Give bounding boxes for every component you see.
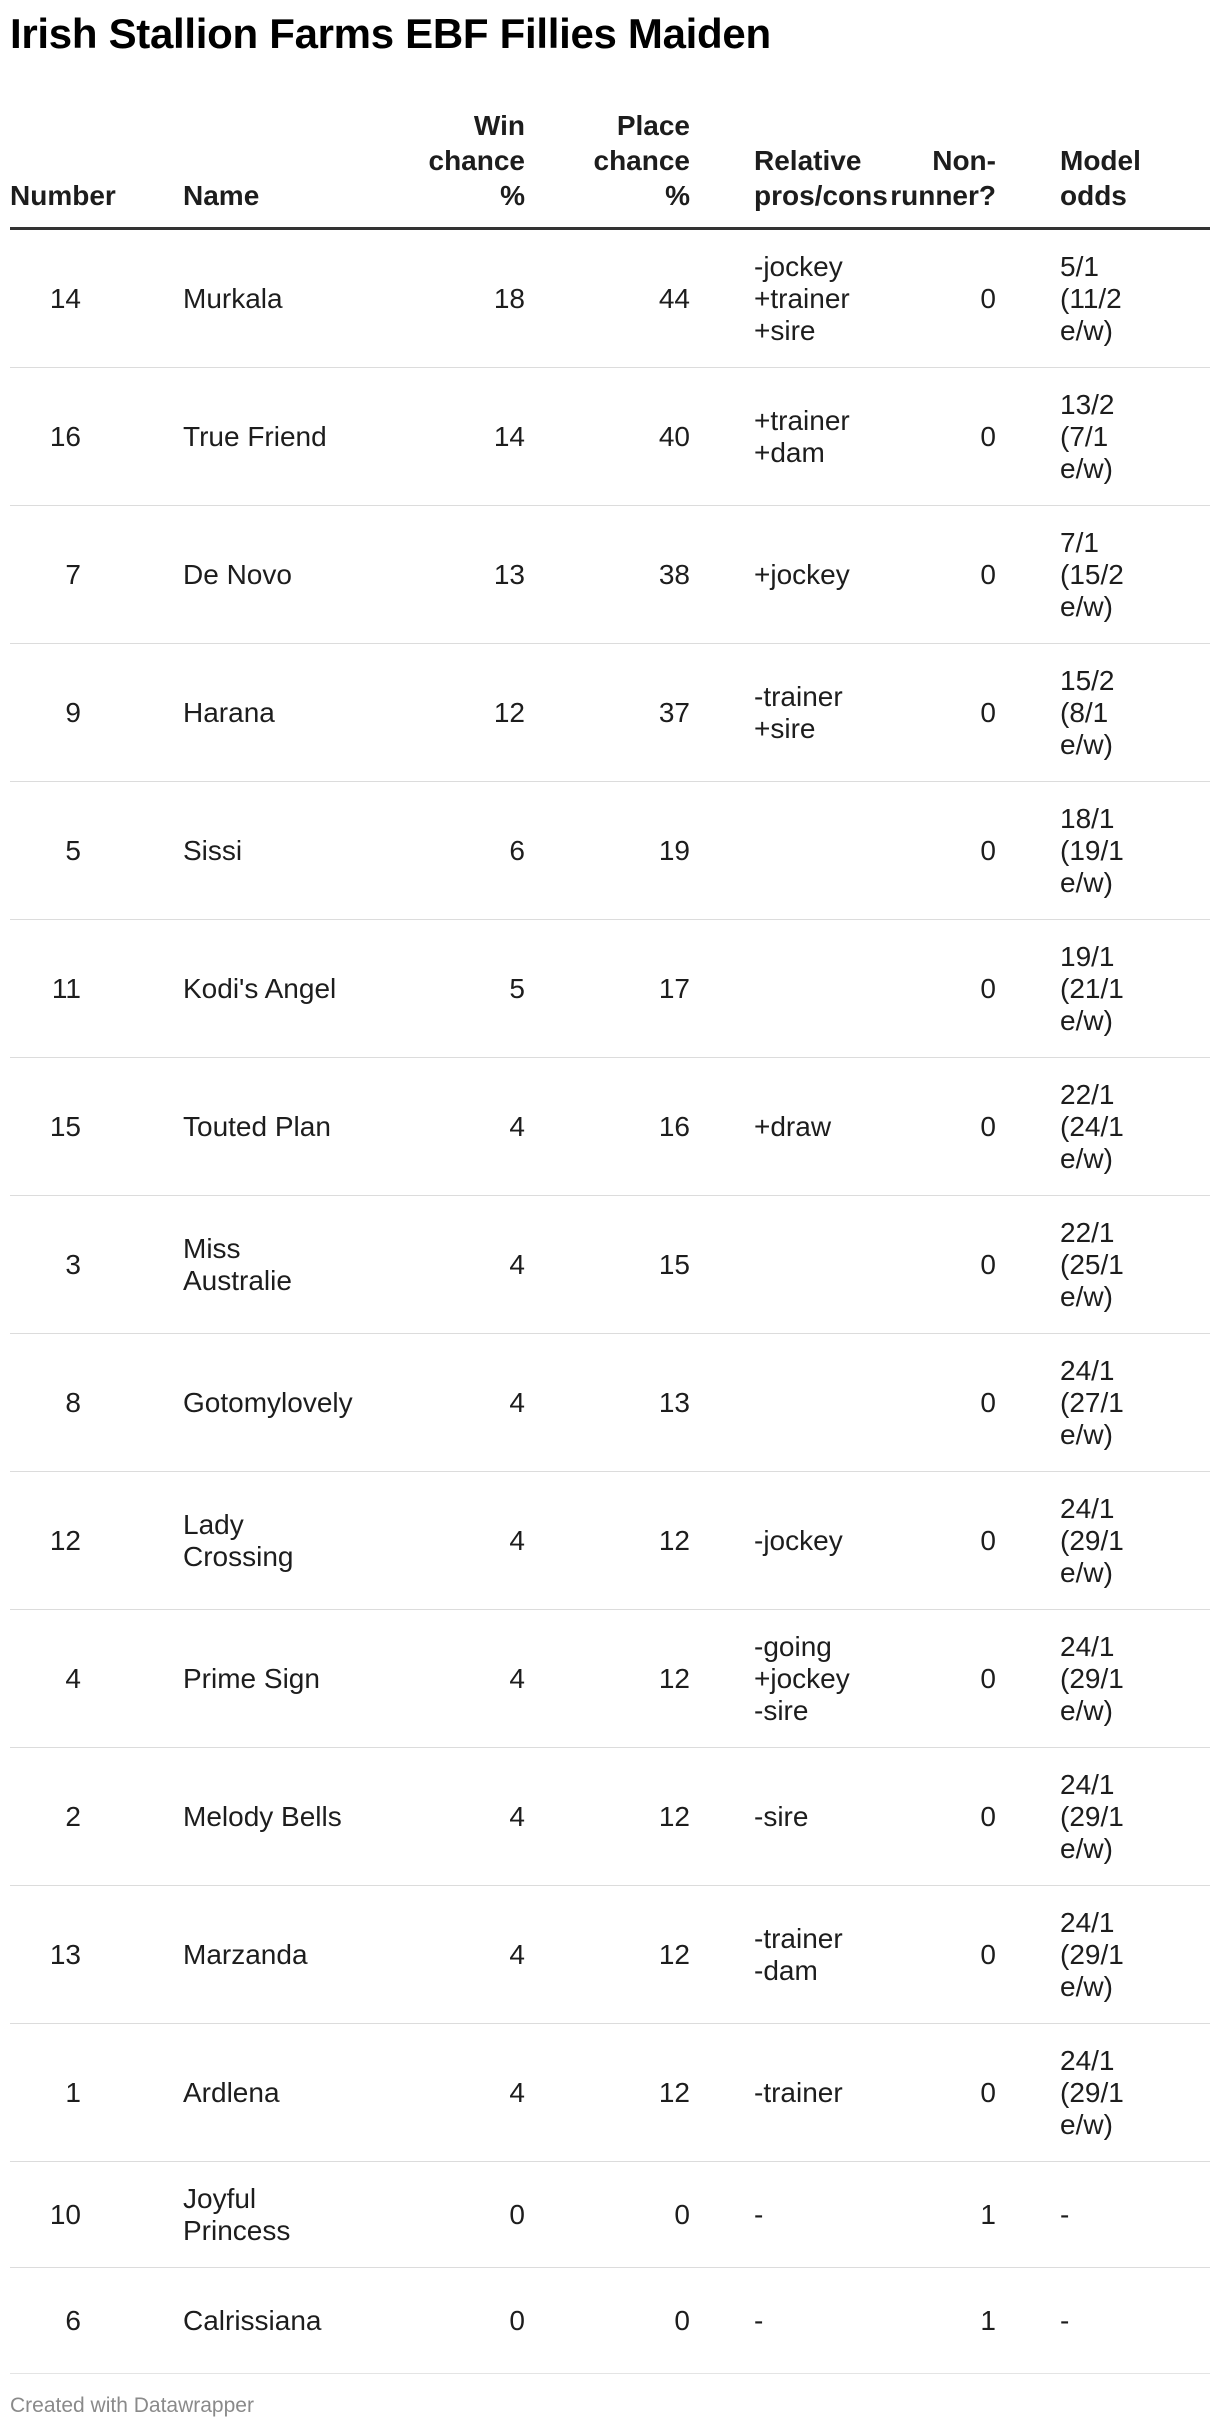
cell-model-odds: 7/1 (15/2 e/w) [996,506,1210,644]
cell-win-chance: 0 [382,2268,525,2374]
column-header-name[interactable]: Name [183,108,382,229]
race-table [10,108,1210,2374]
cell-number: 6 [10,2268,183,2374]
cell-place-chance: 17 [525,920,690,1058]
cell-non-runner: 0 [854,2024,996,2162]
cell-name: True Friend [183,368,382,506]
cell-place-chance: 44 [525,229,690,368]
cell-name: De Novo [183,506,382,644]
cell-non-runner: 1 [854,2268,996,2374]
cell-name: Miss Australie [183,1196,382,1334]
cell-win-chance: 4 [382,1196,525,1334]
cell-name: Murkala [183,229,382,368]
cell-place-chance: 12 [525,1610,690,1748]
column-header-number[interactable]: Number [10,108,183,229]
cell-relative: - [690,2268,854,2374]
table-row [10,644,1210,782]
cell-model-odds: 19/1 (21/1 e/w) [996,920,1210,1058]
cell-non-runner: 0 [854,1472,996,1610]
cell-number: 15 [10,1058,183,1196]
table-row [10,1748,1210,1886]
cell-place-chance: 37 [525,644,690,782]
cell-win-chance: 13 [382,506,525,644]
cell-model-odds: 13/2 (7/1 e/w) [996,368,1210,506]
cell-relative: +draw [690,1058,854,1196]
cell-number: 13 [10,1886,183,2024]
cell-relative: -trainer -dam [690,1886,854,2024]
table-row [10,1610,1210,1748]
cell-model-odds: 24/1 (27/1 e/w) [996,1334,1210,1472]
cell-win-chance: 4 [382,1610,525,1748]
table-row [10,368,1210,506]
cell-number: 10 [10,2162,183,2268]
cell-relative: +trainer +dam [690,368,854,506]
cell-name: Prime Sign [183,1610,382,1748]
table-row [10,1886,1210,2024]
cell-relative [690,920,854,1058]
cell-number: 5 [10,782,183,920]
cell-model-odds: 24/1 (29/1 e/w) [996,1886,1210,2024]
cell-number: 14 [10,229,183,368]
cell-win-chance: 5 [382,920,525,1058]
cell-name: Calrissiana [183,2268,382,2374]
cell-number: 2 [10,1748,183,1886]
cell-relative: -trainer [690,2024,854,2162]
cell-win-chance: 6 [382,782,525,920]
cell-relative: -trainer +sire [690,644,854,782]
cell-number: 12 [10,1472,183,1610]
table-row [10,920,1210,1058]
cell-number: 7 [10,506,183,644]
cell-win-chance: 4 [382,1886,525,2024]
cell-model-odds: 24/1 (29/1 e/w) [996,1610,1210,1748]
cell-place-chance: 13 [525,1334,690,1472]
cell-relative: - [690,2162,854,2268]
cell-place-chance: 0 [525,2162,690,2268]
cell-place-chance: 0 [525,2268,690,2374]
cell-place-chance: 12 [525,1886,690,2024]
cell-number: 8 [10,1334,183,1472]
cell-name: Lady Crossing [183,1472,382,1610]
cell-non-runner: 0 [854,506,996,644]
cell-number: 4 [10,1610,183,1748]
cell-model-odds: 22/1 (24/1 e/w) [996,1058,1210,1196]
cell-win-chance: 4 [382,1748,525,1886]
table-row [10,229,1210,368]
cell-name: Joyful Princess [183,2162,382,2268]
cell-win-chance: 14 [382,368,525,506]
cell-place-chance: 16 [525,1058,690,1196]
cell-non-runner: 0 [854,1196,996,1334]
cell-model-odds: 15/2 (8/1 e/w) [996,644,1210,782]
cell-place-chance: 12 [525,2024,690,2162]
cell-model-odds: - [996,2162,1210,2268]
cell-model-odds: 24/1 (29/1 e/w) [996,1472,1210,1610]
table-row [10,2024,1210,2162]
cell-place-chance: 19 [525,782,690,920]
table-row [10,782,1210,920]
cell-model-odds: - [996,2268,1210,2374]
cell-non-runner: 1 [854,2162,996,2268]
cell-non-runner: 0 [854,368,996,506]
cell-win-chance: 4 [382,1058,525,1196]
cell-win-chance: 12 [382,644,525,782]
column-header-win-chance[interactable]: Win chance % [382,108,525,229]
table-header-row [10,108,1210,229]
cell-name: Sissi [183,782,382,920]
cell-place-chance: 15 [525,1196,690,1334]
table-row [10,1472,1210,1610]
cell-non-runner: 0 [854,644,996,782]
table-row [10,1058,1210,1196]
table-row [10,2268,1210,2374]
cell-non-runner: 0 [854,1610,996,1748]
column-header-non-runner[interactable]: Non- runner? [854,108,996,229]
cell-relative: -sire [690,1748,854,1886]
cell-number: 16 [10,368,183,506]
table-row [10,1196,1210,1334]
cell-name: Touted Plan [183,1058,382,1196]
cell-non-runner: 0 [854,920,996,1058]
cell-model-odds: 24/1 (29/1 e/w) [996,1748,1210,1886]
cell-place-chance: 38 [525,506,690,644]
footer-credit: Created with Datawrapper [10,2394,254,2417]
cell-model-odds: 22/1 (25/1 e/w) [996,1196,1210,1334]
cell-non-runner: 0 [854,229,996,368]
table-row [10,2162,1210,2268]
cell-win-chance: 4 [382,2024,525,2162]
cell-relative [690,1334,854,1472]
cell-relative: -going +jockey -sire [690,1610,854,1748]
cell-number: 3 [10,1196,183,1334]
cell-non-runner: 0 [854,1058,996,1196]
column-header-place-chance[interactable]: Place chance % [525,108,690,229]
cell-name: Gotomylovely [183,1334,382,1472]
page-title: Irish Stallion Farms EBF Fillies Maiden [10,10,771,57]
cell-name: Harana [183,644,382,782]
cell-non-runner: 0 [854,1748,996,1886]
cell-relative: -jockey [690,1472,854,1610]
cell-win-chance: 4 [382,1472,525,1610]
cell-relative: -jockey +trainer +sire [690,229,854,368]
cell-place-chance: 12 [525,1748,690,1886]
cell-relative [690,1196,854,1334]
cell-relative: +jockey [690,506,854,644]
cell-name: Ardlena [183,2024,382,2162]
cell-number: 9 [10,644,183,782]
cell-model-odds: 18/1 (19/1 e/w) [996,782,1210,920]
table-row [10,1334,1210,1472]
cell-win-chance: 0 [382,2162,525,2268]
cell-name: Marzanda [183,1886,382,2024]
cell-number: 1 [10,2024,183,2162]
cell-win-chance: 4 [382,1334,525,1472]
cell-name: Kodi's Angel [183,920,382,1058]
cell-place-chance: 40 [525,368,690,506]
column-header-model-odds[interactable]: Model odds [996,108,1210,229]
cell-non-runner: 0 [854,782,996,920]
cell-name: Melody Bells [183,1748,382,1886]
column-header-relative[interactable]: Relative pros/cons [690,108,854,229]
cell-non-runner: 0 [854,1334,996,1472]
cell-number: 11 [10,920,183,1058]
cell-model-odds: 24/1 (29/1 e/w) [996,2024,1210,2162]
cell-relative [690,782,854,920]
cell-win-chance: 18 [382,229,525,368]
table-row [10,506,1210,644]
cell-non-runner: 0 [854,1886,996,2024]
cell-model-odds: 5/1 (11/2 e/w) [996,229,1210,368]
cell-place-chance: 12 [525,1472,690,1610]
